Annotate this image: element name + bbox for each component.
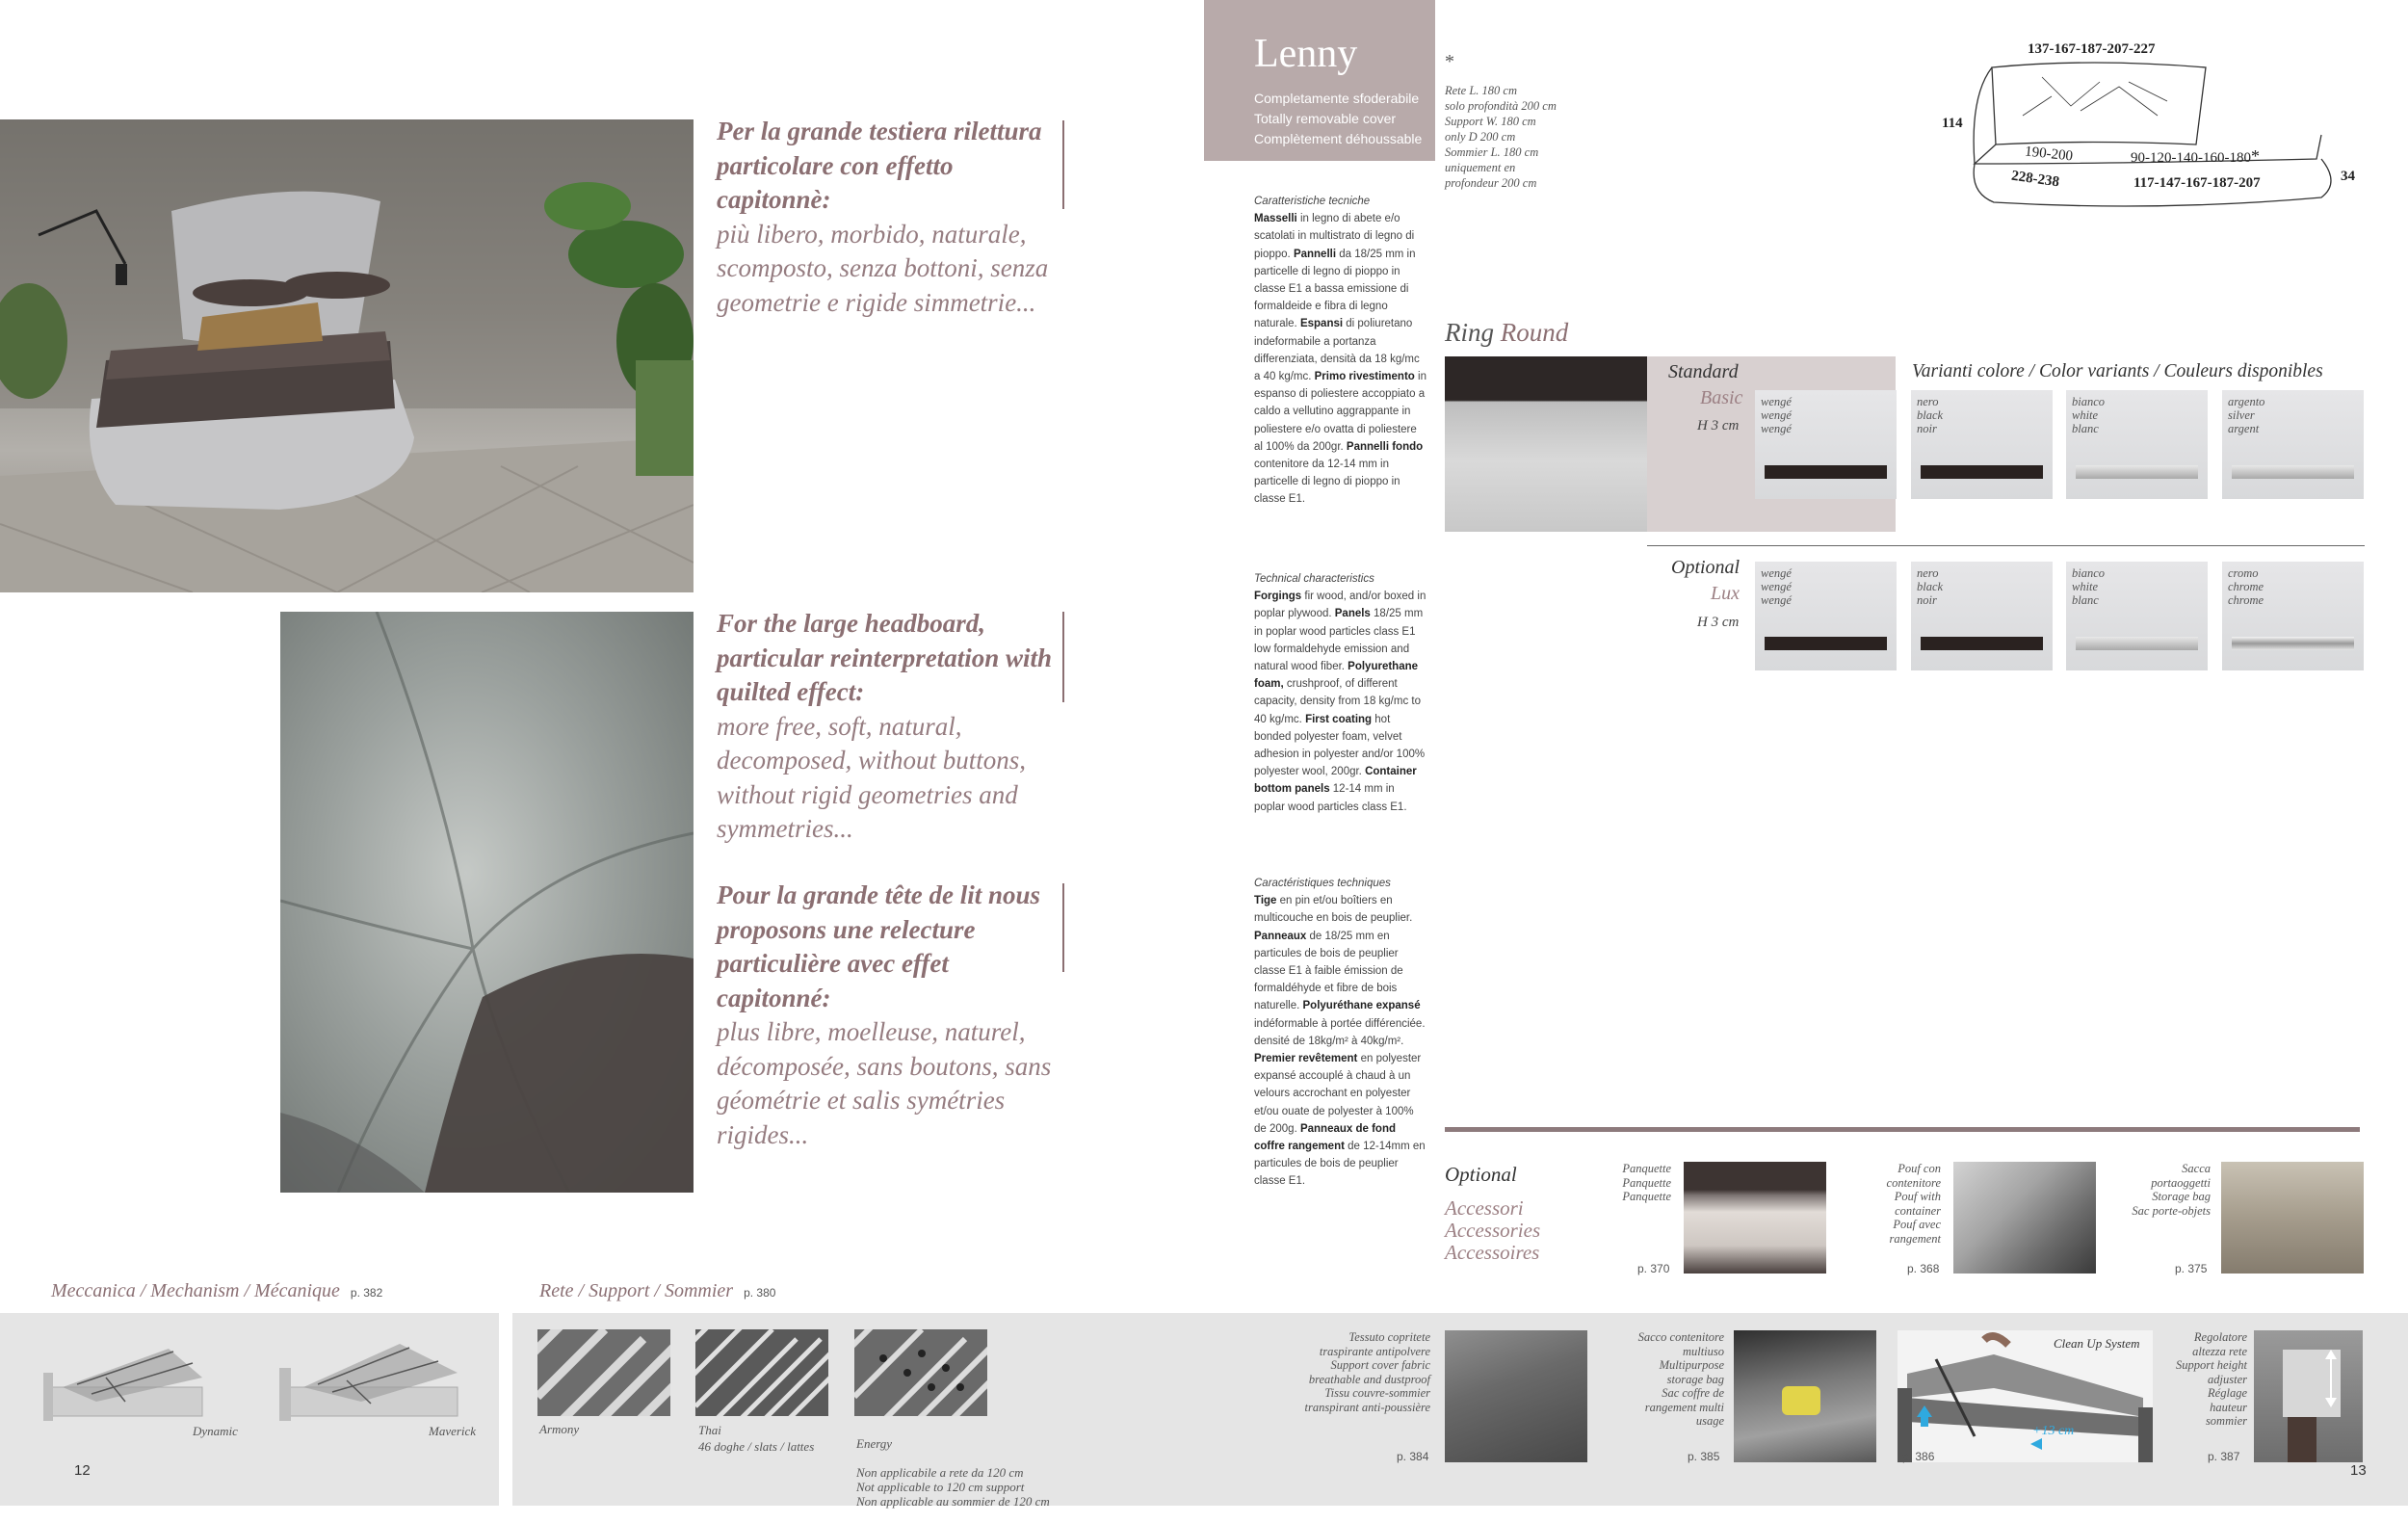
- standard-foot-photo: [1445, 356, 1647, 532]
- dim-width-outer: 117-147-167-187-207: [2133, 175, 2261, 191]
- lux-swatch-label: [1917, 566, 1943, 607]
- tech-english-body: [1254, 591, 1426, 812]
- lux-foot-sample: [1921, 637, 2043, 650]
- swatch-label-line: nero: [1917, 395, 1939, 408]
- standard-foot-sample: [1765, 465, 1887, 479]
- tech-text: fir wood, and/or boxed in poplar plywood.: [1254, 591, 1426, 620]
- tech-term: First coating: [1305, 713, 1373, 725]
- standard-height: H 3 cm: [1697, 418, 1740, 433]
- tech-text: contenitore da 12-14 mm in particelle di legno di pioppo in classe E1.: [1254, 459, 1400, 506]
- tech-term: Panneaux de fond coffre rangement: [1254, 1122, 1397, 1153]
- bottom-adjuster-page: p. 387: [2208, 1450, 2240, 1463]
- mechanism-maverick-image: [275, 1334, 467, 1431]
- quote-divider: [1062, 612, 1064, 702]
- tech-french: [1254, 875, 1427, 1191]
- dim-depth-inner: 190-200: [2024, 144, 2074, 165]
- swatch-label-line: wengé: [1761, 395, 1792, 408]
- swatch-label-line: wengé: [1761, 593, 1792, 607]
- standard-swatch-label: [2228, 395, 2264, 435]
- swatch-label-line: bianco: [2072, 566, 2106, 580]
- dim-height: 114: [1942, 116, 1963, 131]
- tech-italian-heading: Caratteristiche tecniche: [1254, 196, 1371, 207]
- standard-swatch-label: [1761, 395, 1792, 435]
- swatch-label-line: blanc: [2072, 422, 2099, 435]
- support-note-star: *: [1445, 51, 1454, 72]
- quote-divider: [1062, 120, 1064, 209]
- tech-text: da 18/25 mm in particelle di legno di pioppo in classe E1 a bassa emissione di formaldeide e fibra di legno naturale.: [1254, 248, 1416, 330]
- swatch-label-line: wengé: [1761, 422, 1792, 435]
- standard-swatch-label: [1917, 395, 1943, 435]
- quote-divider: [1062, 883, 1064, 972]
- support-note: [1445, 40, 1557, 206]
- lux-swatch-label: [2072, 566, 2105, 607]
- foot-title-round: Round: [1500, 318, 1569, 347]
- tech-term: Container bottom panels: [1254, 766, 1417, 796]
- swatch-label-line: argento: [2228, 395, 2265, 408]
- dim-width-inner: [2131, 146, 2260, 167]
- lux-swatch-label: [2228, 566, 2264, 607]
- product-subtitle-it: Completamente sfoderabile: [1254, 91, 1420, 106]
- accessory-panquette-label: Panquette Panquette Panquette: [1622, 1162, 1671, 1203]
- standard-sub: Basic: [1700, 387, 1743, 408]
- dim-base-height: 34: [2341, 169, 2355, 184]
- dim-top-widths: 137-167-187-207-227: [2028, 41, 2156, 57]
- quote-english-body: more free, soft, natural, decomposed, without buttons, without rigid geometries and symmetries...: [717, 711, 1026, 843]
- swatch-label-line: argent: [2228, 422, 2260, 435]
- rete-energy-name: Energy: [856, 1436, 893, 1451]
- rete-page: p. 380: [744, 1286, 776, 1300]
- standard-foot-sample: [1921, 465, 2043, 479]
- tech-text: in espanso di poliestere accoppiato a caldo a vellutino aggrappante in poliestere e/o ovatta di poliestere al 100% da 200gr.: [1254, 371, 1426, 453]
- product-subtitle-fr: Complètement déhoussable: [1254, 131, 1423, 146]
- quote-italian: [717, 115, 1063, 320]
- mechanism-dynamic-label: Dynamic: [193, 1424, 238, 1438]
- product-subtitle-en: Totally removable cover: [1254, 111, 1397, 126]
- accessories-divider: [1445, 1127, 2360, 1132]
- page-number-right: 13: [2350, 1462, 2367, 1479]
- bottom-adjuster-label: Regolatore altezza rete Support height adjuster Réglage hauteur sommier: [2176, 1330, 2247, 1428]
- mechanism-page: p. 382: [350, 1286, 383, 1300]
- foot-title-ring: Ring: [1445, 318, 1494, 347]
- page-number-left: 12: [74, 1462, 91, 1479]
- tech-term: Tige: [1254, 895, 1277, 907]
- accessory-bag-page: p. 375: [2175, 1262, 2208, 1275]
- quote-english-heading: For the large headboard, particular reinterpretation with quilted effect:: [717, 609, 1053, 706]
- swatch-label-line: blanc: [2072, 593, 2099, 607]
- tech-italian: [1254, 193, 1427, 509]
- tech-term: Premier revêtement: [1254, 1053, 1358, 1065]
- tech-text: 12-14 mm in poplar wood particles class E1.: [1254, 783, 1407, 813]
- bottom-bag-image: [1734, 1330, 1876, 1462]
- lux-swatch-label: [1761, 566, 1792, 607]
- support-note-text: Rete L. 180 cm solo profondità 200 cm Support W. 180 cm only D 200 cm Sommier L. 180 cm uniquement en profondeur 200 cm: [1445, 84, 1557, 190]
- bottom-adjuster-image: [2254, 1330, 2363, 1462]
- accessory-pouf-page: p. 368: [1907, 1262, 1940, 1275]
- rete-heading: [539, 1280, 775, 1302]
- swatch-label-line: nero: [1917, 566, 1939, 580]
- bottom-cover-label: Tessuto copritete traspirante antipolvere Support cover fabric breathable and dustproof Tissu couvre-sommier transpirant anti-poussière: [1304, 1330, 1430, 1414]
- standard-foot-sample: [2076, 465, 2198, 479]
- standard-foot-sample: [2232, 465, 2354, 479]
- swatch-label-line: wengé: [1761, 580, 1792, 593]
- quote-english: [717, 607, 1063, 847]
- swatch-label-line: chrome: [2228, 593, 2264, 607]
- variants-title: Varianti colore / Color variants / Couleurs disponibles: [1912, 361, 2323, 381]
- tech-text: 18/25 mm in poplar wood particles class E1 low formaldehyde emission and natural wood fiber.: [1254, 608, 1424, 673]
- standard-swatch-label: [2072, 395, 2105, 435]
- rete-energy-label: [856, 1422, 1050, 1523]
- swatch-label-line: bianco: [2072, 395, 2106, 408]
- swatch-label-line: white: [2072, 408, 2099, 422]
- lux-height: H 3 cm: [1697, 615, 1740, 630]
- product-name: Lenny: [1254, 32, 1358, 76]
- quote-french: [717, 879, 1063, 1152]
- quote-french-heading: Pour la grande tête de lit nous proposons une relecture particulière avec effet capitonné:: [717, 880, 1041, 1012]
- section-divider: [1647, 545, 2365, 546]
- swatch-label-line: noir: [1917, 593, 1937, 607]
- accessories-sub-en: Accessories: [1445, 1219, 1541, 1242]
- bottom-cleanup-page: p. 386: [1902, 1450, 1935, 1463]
- dim-depth-outer: 228-238: [2010, 168, 2060, 191]
- accessory-panquette-image: [1684, 1162, 1826, 1274]
- tech-term: Polyuréthane expansé: [1302, 1000, 1421, 1012]
- accessory-bag-image: [2221, 1162, 2364, 1274]
- swatch-label-line: silver: [2228, 408, 2255, 422]
- tech-text: de 18/25 mm en particules de bois de peuplier classe E1 à faible émission de formaldéhyde et fibre de bois naturelle.: [1254, 930, 1403, 1012]
- lux-foot-sample: [1765, 637, 1887, 650]
- accessories-sub-fr: Accessoires: [1445, 1241, 1540, 1264]
- tech-text: in legno di abete e/o scatolati in multistrato di legno di pioppo.: [1254, 213, 1415, 260]
- tech-term: Primo rivestimento: [1314, 371, 1415, 383]
- tech-text: di poliuretano indeformabile a portanza differenziata, densità da 18 kg/mc a 40 kg/mc.: [1254, 318, 1420, 383]
- product-title-box: [1204, 0, 1435, 161]
- bottom-cover-image: [1445, 1330, 1587, 1462]
- tech-french-body: [1254, 895, 1426, 1187]
- rete-armony-image: [537, 1329, 670, 1416]
- tech-term: Forgings: [1254, 591, 1302, 603]
- tech-term: Pannelli fondo: [1346, 440, 1424, 453]
- foot-title: [1445, 318, 1568, 348]
- accessories-title: Optional: [1445, 1163, 1517, 1186]
- tech-text: de 12-14mm en particules de bois de peuplier classe E1.: [1254, 1141, 1426, 1188]
- mechanism-title: Meccanica / Mechanism / Mécanique: [51, 1280, 340, 1301]
- dimension-drawing: [1936, 29, 2379, 222]
- mechanism-heading: [51, 1280, 382, 1302]
- swatch-label-line: cromo: [2228, 566, 2259, 580]
- tech-english-heading: Technical characteristics: [1254, 573, 1374, 585]
- product-subtitle: [1254, 89, 1422, 149]
- accessory-pouf-label: Pouf con contenitore Pouf with container Pouf avec rangement: [1886, 1162, 1941, 1246]
- tech-text: hot bonded polyester foam, velvet adhesion in polyester and/or 100% polyester wool, 200gr.: [1254, 713, 1426, 778]
- swatch-label-line: black: [1917, 408, 1944, 422]
- bottom-cover-page: p. 384: [1397, 1450, 1429, 1463]
- tech-term: Espansi: [1299, 318, 1344, 330]
- rete-thai-name: Thai: [698, 1423, 721, 1437]
- tech-italian-body: [1254, 213, 1426, 505]
- bottom-bag-label: Sacco contenitore multiuso Multipurpose storage bag Sac coffre de rangement multi usage: [1637, 1330, 1724, 1428]
- tech-text: indéformable à portée différenciée. densité de 18kg/m² à 40kg/m².: [1254, 1017, 1426, 1047]
- tech-term: Polyurethane foam,: [1254, 661, 1419, 691]
- accessories-sub-it: Accessori: [1445, 1196, 1524, 1220]
- tech-term: Masselli: [1254, 213, 1297, 225]
- bottom-cleanup-image: [1898, 1330, 2153, 1462]
- lux-sub: Lux: [1711, 583, 1740, 604]
- swatch-label-line: white: [2072, 580, 2099, 593]
- quilt-detail-photo: [280, 612, 694, 1193]
- swatch-label-line: wengé: [1761, 566, 1792, 580]
- bed-photo: [0, 119, 694, 592]
- dim-width-inner-star: *: [2250, 146, 2260, 166]
- swatch-label-line: noir: [1917, 422, 1937, 435]
- rete-thai-sub: 46 doghe / slats / lattes: [698, 1439, 815, 1454]
- tech-text: crushproof, of different capacity, density from 18 kg/mc to 40 kg/mc.: [1254, 678, 1421, 725]
- mechanism-maverick-label: Maverick: [429, 1424, 477, 1438]
- bottom-bag-page: p. 385: [1688, 1450, 1720, 1463]
- swatch-label-line: black: [1917, 580, 1944, 593]
- tech-text: en pin et/ou boîtiers en multicouche en bois de peuplier.: [1254, 895, 1413, 925]
- accessories-heading: [1445, 1164, 1540, 1264]
- tech-term: Panneaux: [1254, 930, 1307, 942]
- rete-thai-label: [698, 1422, 814, 1455]
- rete-energy-sub: Non applicabile a rete da 120 cm Not applicable to 120 cm support Non applicable au sommier de 120 cm: [856, 1465, 1050, 1509]
- mechanism-dynamic-image: [39, 1334, 207, 1431]
- lux-foot-sample: [2232, 637, 2354, 650]
- tech-text: en polyester expansé accouplé à chaud à un velours accrochant en polyester et/ou ouate de polyester à 100% de 200g.: [1254, 1053, 1422, 1135]
- lux-title: Optional: [1671, 557, 1741, 578]
- rete-thai-image: [695, 1329, 828, 1416]
- swatch-label-line: wengé: [1761, 408, 1792, 422]
- cleanup-measure: +13 cm: [2032, 1424, 2075, 1438]
- rete-armony-label: Armony: [539, 1422, 580, 1436]
- dim-width-inner-value: 90-120-140-160-180: [2131, 150, 2251, 166]
- standard-title: Standard: [1668, 361, 1739, 382]
- accessory-pouf-image: [1953, 1162, 2096, 1274]
- tech-english: [1254, 570, 1427, 816]
- rete-title: Rete / Support / Sommier: [539, 1280, 734, 1301]
- tech-french-heading: Caractéristiques techniques: [1254, 878, 1391, 889]
- cleanup-note: Clean Up System: [2054, 1336, 2140, 1351]
- lux-foot-sample: [2076, 637, 2198, 650]
- tech-term: Panels: [1334, 608, 1371, 620]
- rete-energy-image: [854, 1329, 987, 1416]
- swatch-label-line: chrome: [2228, 580, 2264, 593]
- quote-italian-body: più libero, morbido, naturale, scomposto, senza bottoni, senza geometrie e rigide simmetrie...: [717, 219, 1049, 317]
- tech-term: Pannelli: [1293, 248, 1337, 260]
- accessory-panquette-page: p. 370: [1637, 1262, 1670, 1275]
- quote-italian-heading: Per la grande testiera rilettura particolare con effetto capitonnè:: [717, 117, 1042, 214]
- quote-french-body: plus libre, moelleuse, naturel, décomposée, sans boutons, sans géométrie et salis symétries rigides...: [717, 1017, 1052, 1149]
- accessory-bag-label: Sacca portaoggetti Storage bag Sac porte-objets: [2132, 1162, 2211, 1218]
